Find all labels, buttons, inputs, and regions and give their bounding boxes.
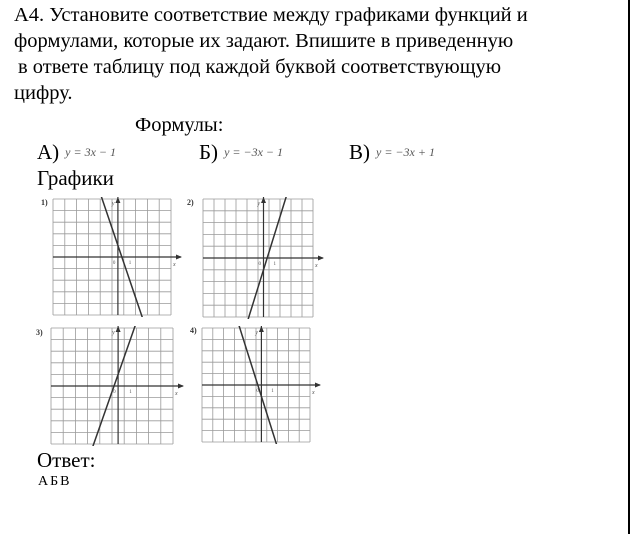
y-axis-arrow: [116, 326, 121, 332]
formulas-title: Формулы:: [135, 114, 224, 136]
y-axis-arrow: [261, 197, 266, 203]
graph-label: 3): [36, 328, 43, 337]
answer-letters: АБВ: [38, 474, 72, 489]
graph-3: [49, 326, 185, 446]
task-line-1: А4. Установите соответствие между графиками функций и: [14, 4, 528, 26]
task-line-4: цифру.: [14, 82, 73, 104]
formula-a: [37, 140, 116, 165]
formula-c: [349, 140, 435, 165]
tick-one-label: 1: [271, 389, 274, 394]
x-axis-arrow: [318, 256, 324, 261]
x-axis-label: x: [173, 262, 176, 268]
y-axis-arrow: [115, 197, 120, 203]
right-border: [628, 0, 630, 534]
graph-1: [51, 197, 183, 317]
tick-one-label: 1: [128, 261, 132, 266]
y-axis-label: y: [112, 330, 115, 336]
origin-label: 0: [256, 389, 259, 394]
graphs-title: Графики: [37, 166, 114, 190]
graph-2: [201, 197, 325, 319]
y-axis-label: y: [111, 201, 115, 207]
x-axis-label: x: [315, 263, 318, 269]
y-axis-label: y: [255, 330, 259, 336]
x-axis-arrow: [315, 383, 321, 388]
task-line-2: формулами, которые их задают. Впишите в приведенную: [14, 30, 514, 52]
formula-b: [199, 140, 283, 165]
formula-expression: y = 3x − 1: [65, 145, 117, 159]
x-axis-arrow: [178, 384, 184, 389]
x-axis-arrow: [176, 255, 182, 260]
formula-expression: y = −3x + 1: [376, 145, 435, 159]
formula-letter: Б): [199, 140, 219, 164]
y-axis-label: y: [257, 201, 261, 207]
x-axis-label: x: [312, 390, 315, 396]
formula-letter: А): [37, 140, 60, 164]
y-axis-arrow: [259, 326, 264, 332]
tick-one-label: 1: [273, 262, 276, 267]
origin-label: 0: [112, 261, 116, 266]
origin-label: 0: [113, 390, 116, 395]
tick-one-label: 1: [129, 390, 132, 395]
task-text: [14, 2, 624, 106]
graph-label: 2): [187, 198, 194, 207]
formula-expression: y = −3x − 1: [224, 145, 284, 159]
answer-title: Ответ:: [37, 448, 96, 472]
x-axis-label: x: [175, 391, 178, 397]
formula-letter: В): [349, 140, 370, 164]
graph-4: [200, 326, 322, 444]
task-line-3: в ответе таблицу под каждой буквой соответствующую: [18, 56, 502, 78]
graph-label: 4): [190, 326, 197, 335]
origin-label: 0: [258, 262, 261, 267]
graph-label: 1): [41, 198, 48, 207]
